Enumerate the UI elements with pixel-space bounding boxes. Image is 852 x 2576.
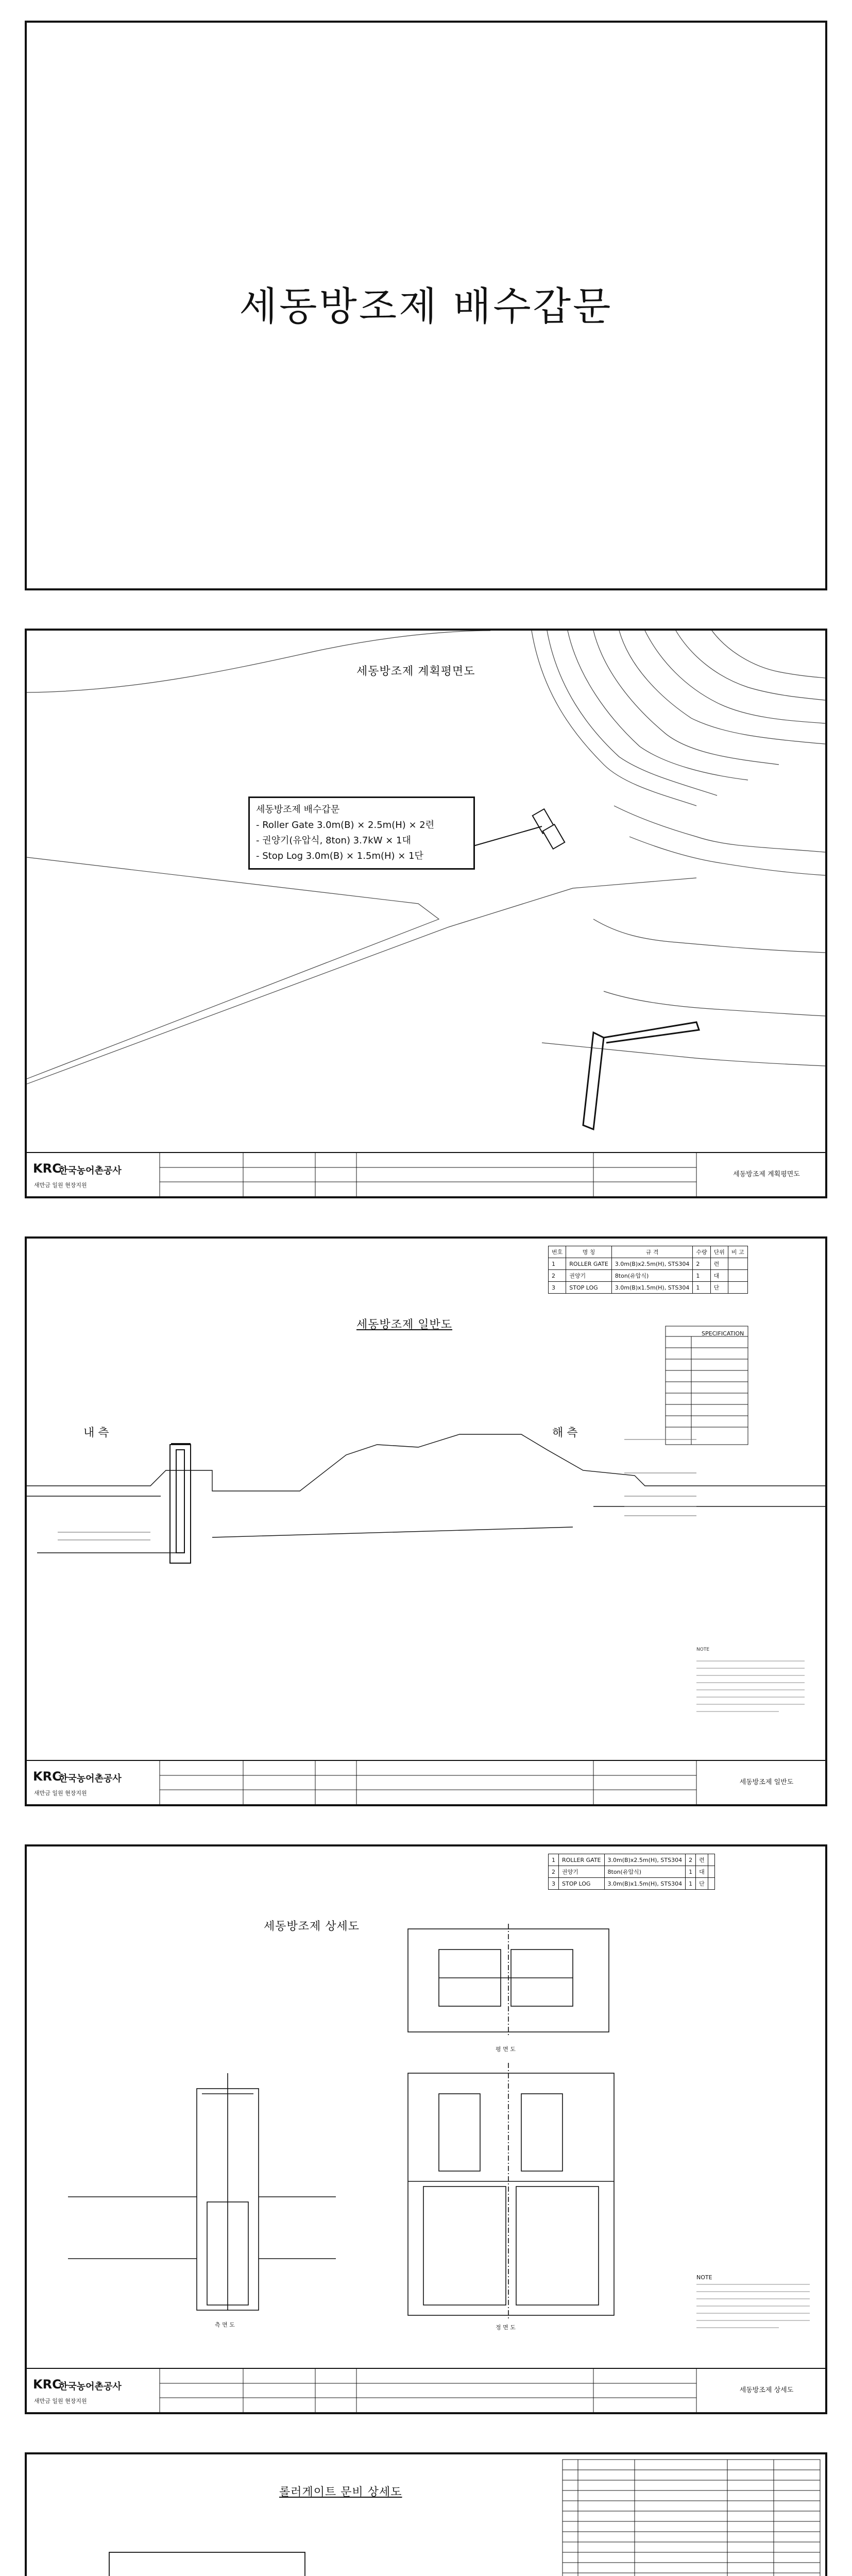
callout-line-2: - 권양기(유압식, 8ton) 3.7kW × 1대 (256, 835, 411, 846)
org-name: 한국농어촌공사 (59, 2381, 122, 2392)
org-mark-icon: KRC (33, 1769, 61, 1784)
outer-side-label: 해 측 (552, 1427, 578, 1439)
plan-sheet (25, 629, 827, 1198)
org-sub: 새만금 일원 현장지원 (34, 2398, 87, 2404)
callout-line-3: - Stop Log 3.0m(B) × 1.5m(H) × 1단 (256, 851, 423, 861)
spec-title: SPECIFICATION (702, 1330, 744, 1337)
title-block-grid (27, 1153, 825, 1196)
org-name: 한국농어촌공사 (59, 1165, 122, 1176)
table-row: 3 STOP LOG 3.0m(B)x1.5m(H), STS304 1 단 (549, 1878, 715, 1890)
detail-title: 세동방조제 상세도 (264, 1920, 360, 1933)
org-name: 한국농어촌공사 (59, 1773, 122, 1784)
callout-title: 세동방조제 배수갑문 (256, 804, 340, 815)
title-block (27, 2368, 825, 2412)
inner-side-label: 내 측 (83, 1427, 109, 1439)
sheet-name: 세동방조제 일반도 (739, 1778, 794, 1786)
door-leaf-title: 롤러게이트 문비 상세도 (279, 2486, 402, 2499)
plan-drawing (27, 631, 825, 1156)
door-leaf-drawing (27, 2454, 825, 2576)
sheet-name: 세동방조제 상세도 (739, 2386, 794, 2394)
table-row: 3 STOP LOG 3.0m(B)x1.5m(H), STS304 1 단 (549, 1282, 748, 1294)
cover-sheet (25, 21, 827, 590)
view-front-label: 정 면 도 (496, 2324, 516, 2331)
title-block-grid (27, 1761, 825, 1804)
org-mark-icon: KRC (33, 2377, 61, 2392)
notes-title: NOTE (696, 2274, 712, 2281)
org-mark-icon: KRC (33, 1161, 61, 1176)
general-sheet (25, 1236, 827, 1806)
org-sub: 새만금 일원 현장지원 (34, 1790, 87, 1797)
parts-header: 번호 명 칭 규 격 수량 단위 비 고 (549, 1246, 748, 1258)
table-row: 1 ROLLER GATE 3.0m(B)x2.5m(H), STS304 2 련 (549, 1258, 748, 1270)
table-row: 1 ROLLER GATE 3.0m(B)x2.5m(H), STS304 2 련 (549, 1854, 715, 1866)
callout-line-1: - Roller Gate 3.0m(B) × 2.5m(H) × 2련 (256, 820, 435, 831)
view-plan-label: 평 면 도 (496, 2046, 516, 2053)
table-row: 2 권양기 8ton(유압식) 1 대 (549, 1866, 715, 1878)
general-drawing (27, 1239, 825, 1764)
org-sub: 새만금 일원 현장지원 (34, 1182, 87, 1189)
cover-title: 세동방조제 배수갑문 (239, 283, 613, 329)
view-side-label: 측 면 도 (215, 2321, 235, 2328)
title-block (27, 1760, 825, 1804)
door-leaf-sheet (25, 2452, 827, 2576)
table-row: 2 권양기 8ton(유압식) 1 대 (549, 1270, 748, 1282)
general-title: 세동방조제 일반도 (356, 1318, 453, 1331)
note-text: NOTE (696, 1647, 710, 1652)
detail-sheet (25, 1844, 827, 2414)
title-block (27, 1152, 825, 1196)
gate-callout (248, 796, 475, 870)
title-block-grid (27, 2369, 825, 2412)
sheet-name: 세동방조제 계획평면도 (733, 1171, 800, 1178)
detail-drawing (27, 1846, 825, 2372)
plan-title: 세동방조제 계획평면도 (356, 665, 475, 678)
